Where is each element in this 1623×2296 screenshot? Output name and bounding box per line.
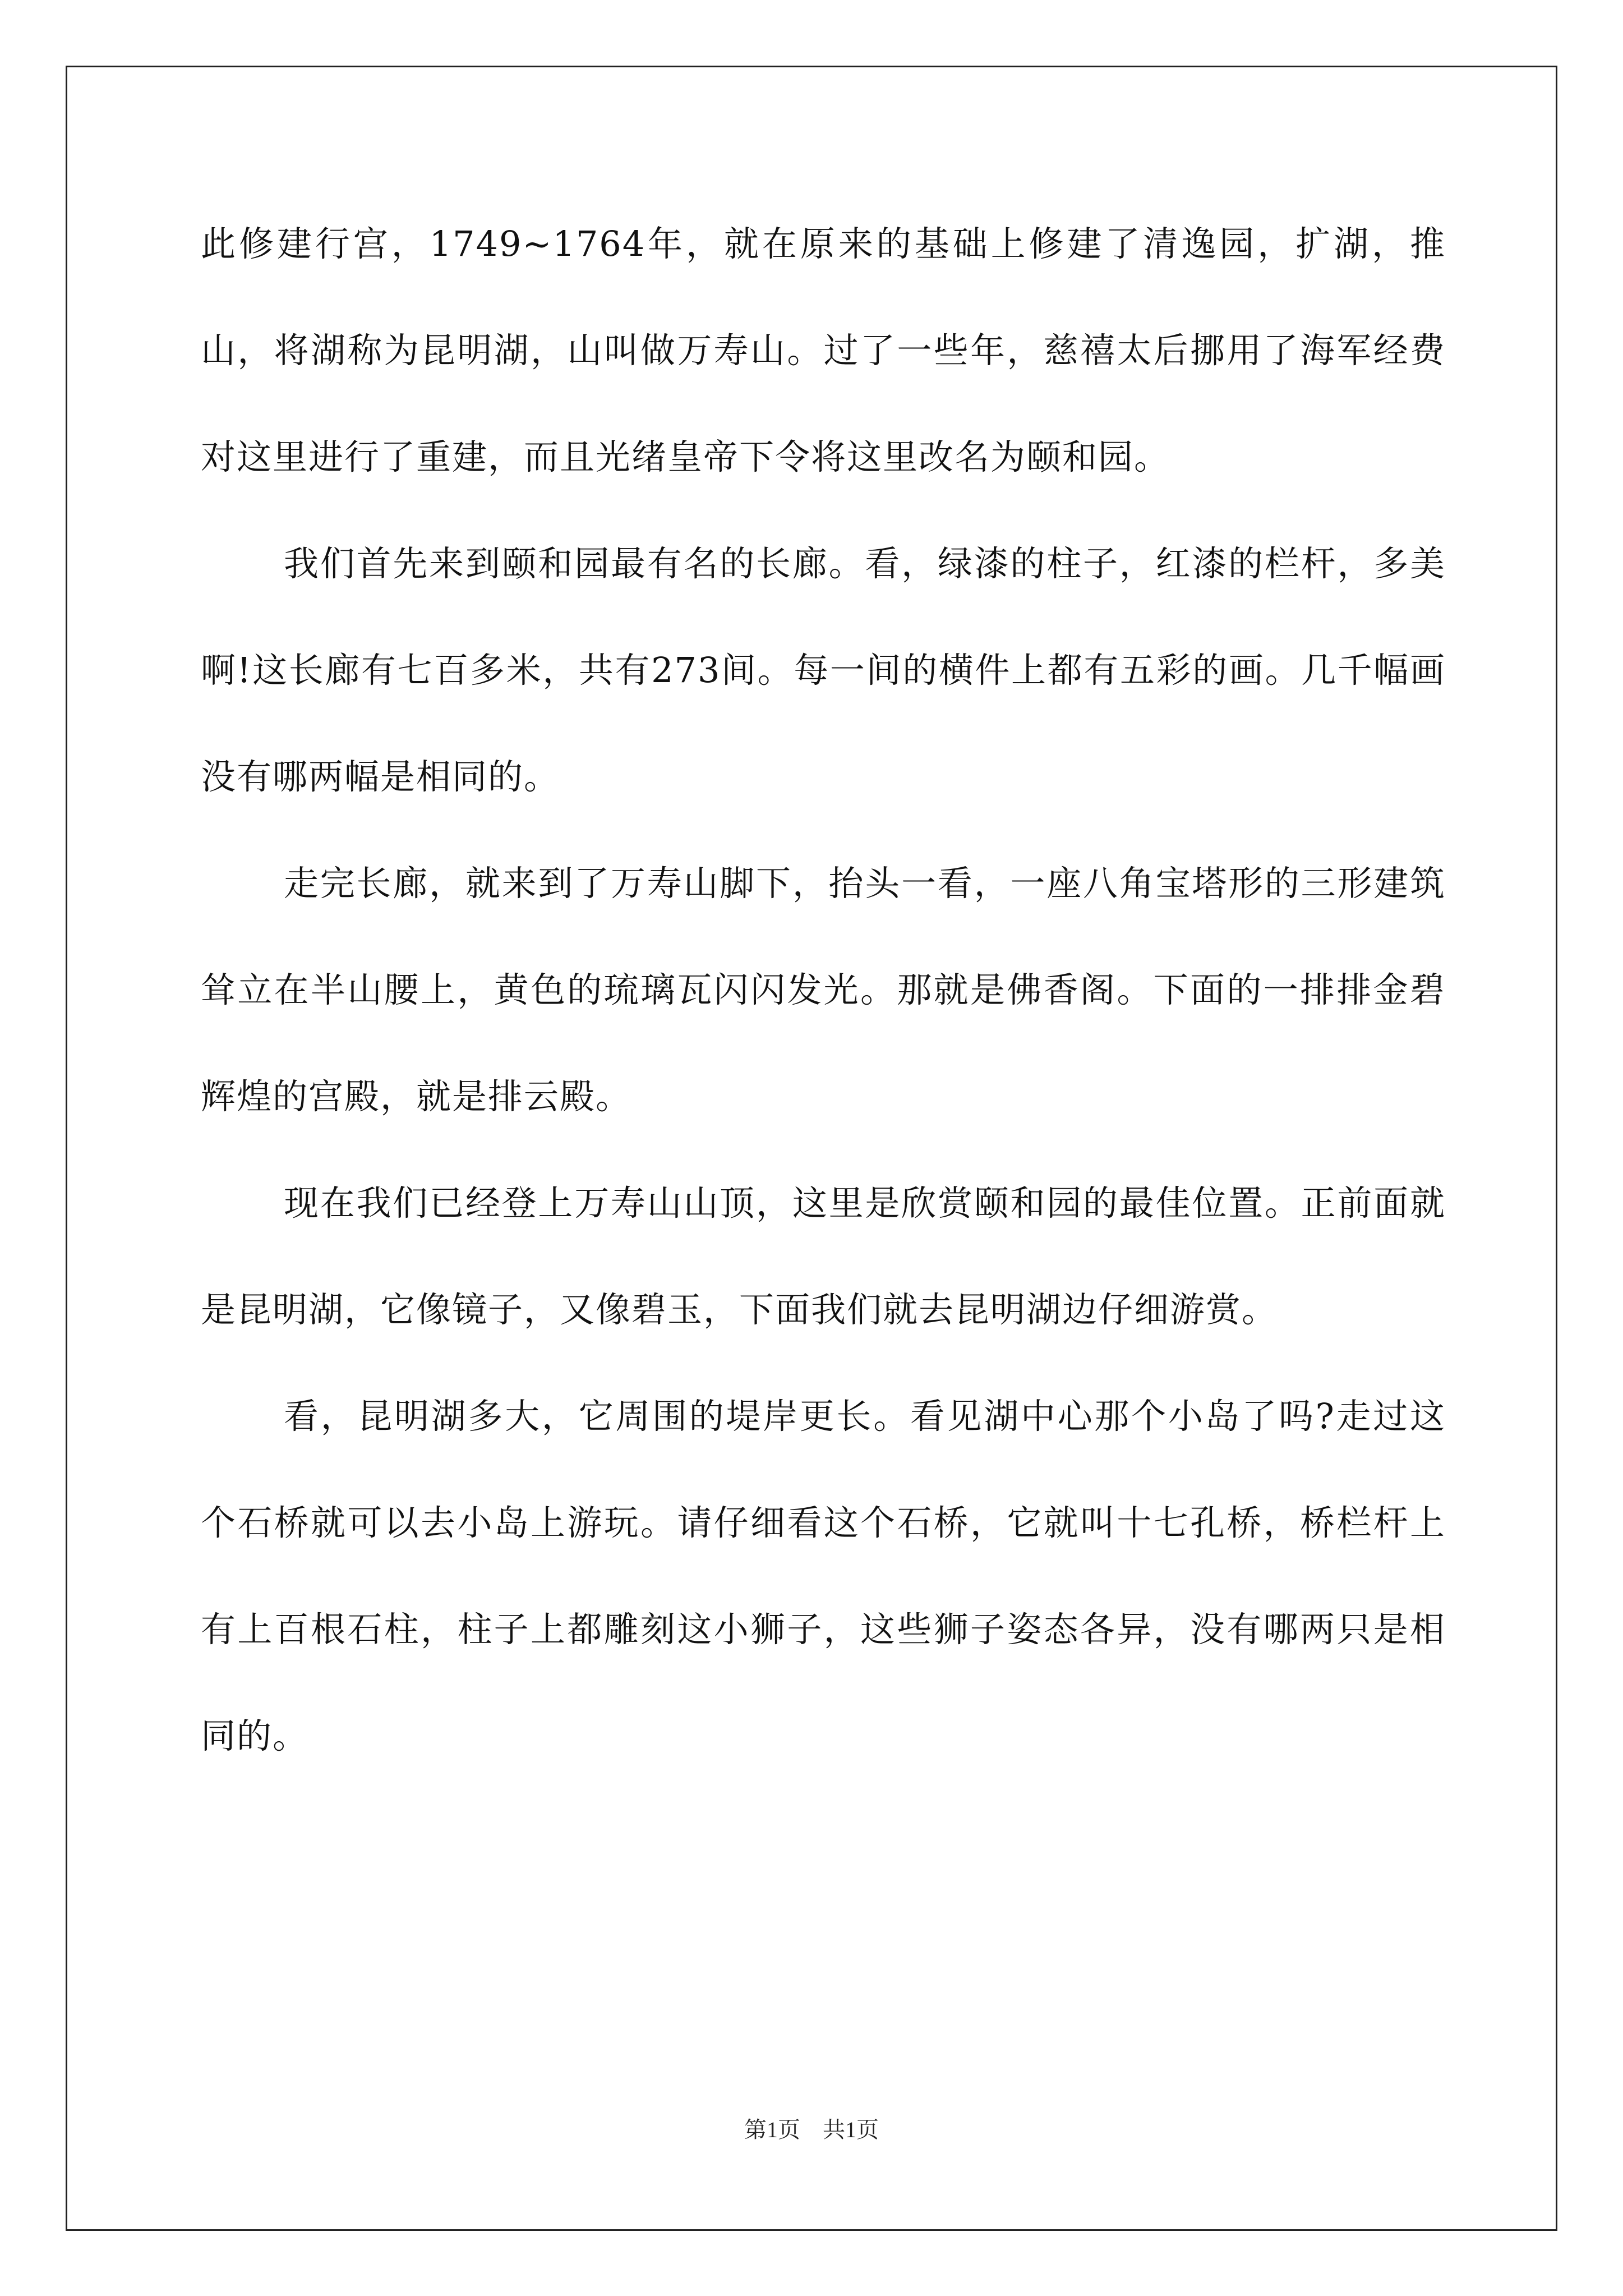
paragraph-1: 此修建行宫，1749~1764年，就在原来的基础上修建了清逸园，扩湖，推山，将湖称为昆明湖，山叫做万寿山。过了一些年，慈禧太后挪用了海军经费对这里进行了重建，而且光绪皇帝下令将这里改名为颐和园。 xyxy=(201,223,1446,477)
paragraph-2: 我们首先来到颐和园最有名的长廊。看，绿漆的柱子，红漆的栏杆，多美啊!这长廊有七百多米，共有273间。每一间的横件上都有五彩的画。几千幅画没有哪两幅是相同的。 xyxy=(201,543,1446,797)
paragraph-5: 看，昆明湖多大，它周围的堤岸更长。看见湖中心那个小岛了吗?走过这个石桥就可以去小岛上游玩。请仔细看这个石桥，它就叫十七孔桥，桥栏杆上有上百根石柱，柱子上都雕刻这小狮子，这些狮子姿态各异，没有哪两只是相同的。 xyxy=(201,1396,1446,1756)
page-total: 共1页 xyxy=(823,2117,879,2142)
page-footer xyxy=(0,2112,1623,2144)
paragraph-4: 现在我们已经登上万寿山山顶，这里是欣赏颐和园的最佳位置。正前面就是昆明湖，它像镜子，又像碧玉，下面我们就去昆明湖边仔细游赏。 xyxy=(201,1182,1446,1330)
page-number: 第1页 xyxy=(744,2117,800,2142)
document-body xyxy=(201,191,1446,1789)
paragraph-3: 走完长廊，就来到了万寿山脚下，抬头一看，一座八角宝塔形的三形建筑耸立在半山腰上，黄色的琉璃瓦闪闪发光。那就是佛香阁。下面的一排排金碧辉煌的宫殿，就是排云殿。 xyxy=(201,863,1446,1117)
